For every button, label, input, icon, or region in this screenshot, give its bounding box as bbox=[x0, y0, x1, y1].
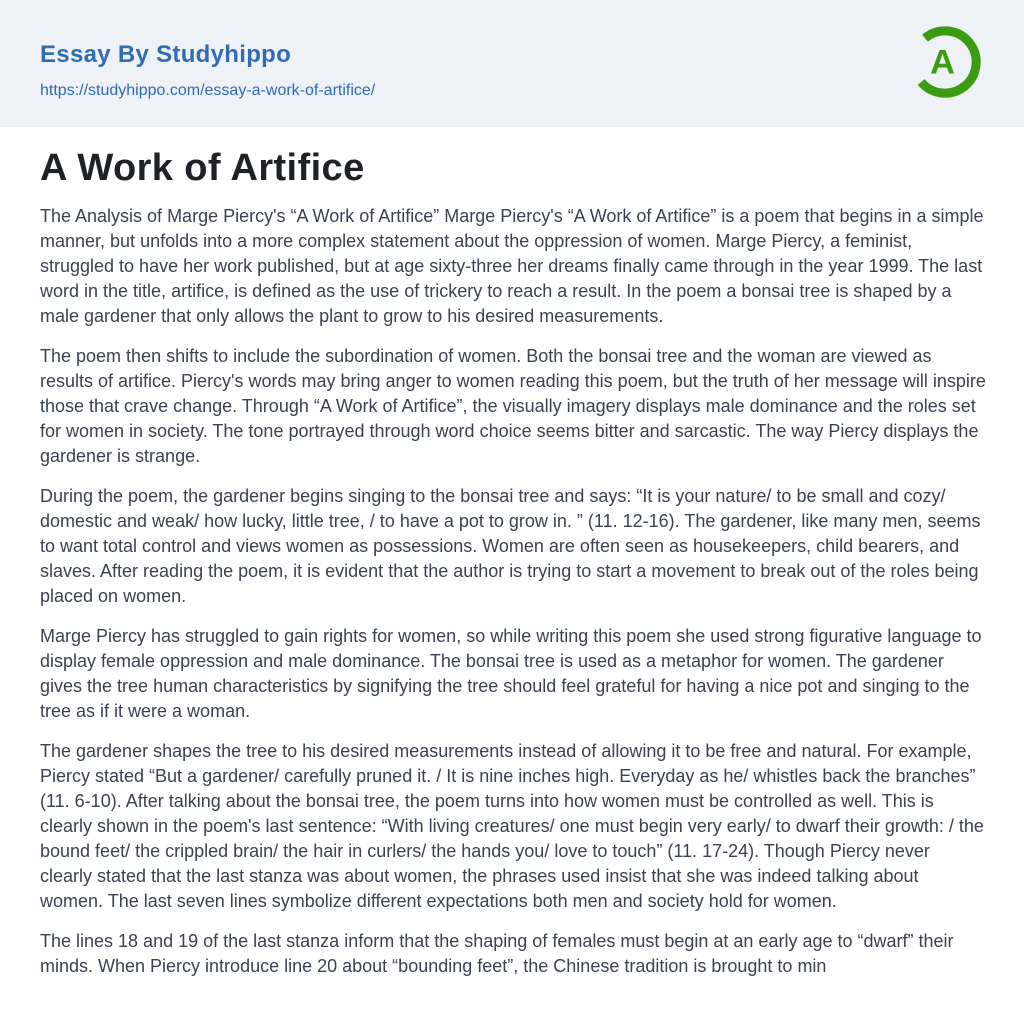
page-title: A Work of Artifice bbox=[40, 147, 365, 189]
essay-paragraph: The gardener shapes the tree to his desired measurements instead of allowing it to be free and natural. For example, Piercy stated “But a gardener/ carefully pruned it. / It is nine inches high. Everyday as he/ whistles back the branches” (11. 6-10). After talking about the bonsai tree, the poem turns into how women must be controlled as well. This is clearly shown in the poem's last sentence: “With living creatures/ one must begin very early/ to dwarf their growth: / the bound feet/ the crippled brain/ the hair in curlers/ the hands you/ love to touch” (11. 17-24). Though Piercy never clearly stated that the last stanza was about women, the phrases used insist that she was indeed talking about women. The last seven lines symbolize different expectations both men and society hold for women. bbox=[40, 740, 984, 911]
essay-paragraph: During the poem, the gardener begins singing to the bonsai tree and says: “It is your nature/ to be small and cozy/ domestic and weak/ how lucky, little tree, / to have a pot to grow in. ” (11. 12-16). The gardener, like many men, seems to want total control and views women as possessions. Women are often seen as housekeepers, child bearers, and slaves. After reading the poem, it is evident that the author is trying to start a movement to break out of the roles being placed on women. bbox=[40, 485, 981, 606]
essay-paragraph: Marge Piercy has struggled to gain rights for women, so while writing this poem she used strong figurative language to display female oppression and male dominance. The bonsai tree is used as a metaphor for women. The gardener gives the tree human characteristics by signifying the tree should feel grateful for having a nice pot and singing to the tree as if it were a woman. bbox=[40, 625, 982, 721]
essay-body bbox=[40, 204, 986, 979]
essay-paragraph: The poem then shifts to include the subordination of women. Both the bonsai tree and the woman are viewed as results of artifice. Piercy's words may bring anger to women reading this poem, but the truth of her message will inspire those that crave change. Through “A Work of Artifice”, the visually imagery displays male dominance and the roles set for women in society. The tone portrayed through word choice seems bitter and sarcastic. The way Piercy displays the gardener is strange. bbox=[40, 345, 986, 466]
studyhippo-logo-icon bbox=[904, 21, 986, 103]
logo-letter: A bbox=[930, 43, 955, 82]
site-title: Essay By Studyhippo bbox=[40, 41, 292, 68]
article-content bbox=[0, 127, 1024, 979]
essay-paragraph: The lines 18 and 19 of the last stanza inform that the shaping of females must begin at an early age to “dwarf” their minds. When Piercy introduce line 20 about “bounding feet”, the Chinese tradition is brought to min bbox=[40, 930, 954, 976]
essay-paragraph: The Analysis of Marge Piercy's “A Work of Artifice” Marge Piercy's “A Work of Artifice” is a poem that begins in a simple manner, but unfolds into a more complex statement about the oppression of women. Marge Piercy, a feminist, struggled to have her work published, but at age sixty-three her dreams finally came through in the year 1999. The last word in the title, artifice, is defined as the use of trickery to reach a result. In the poem a bonsai tree is shaped by a male gardener that only allows the plant to grow to his desired measurements. bbox=[40, 205, 984, 326]
page-header bbox=[0, 0, 1024, 127]
article-url-link[interactable]: https://studyhippo.com/essay-a-work-of-artifice/ bbox=[40, 82, 376, 100]
